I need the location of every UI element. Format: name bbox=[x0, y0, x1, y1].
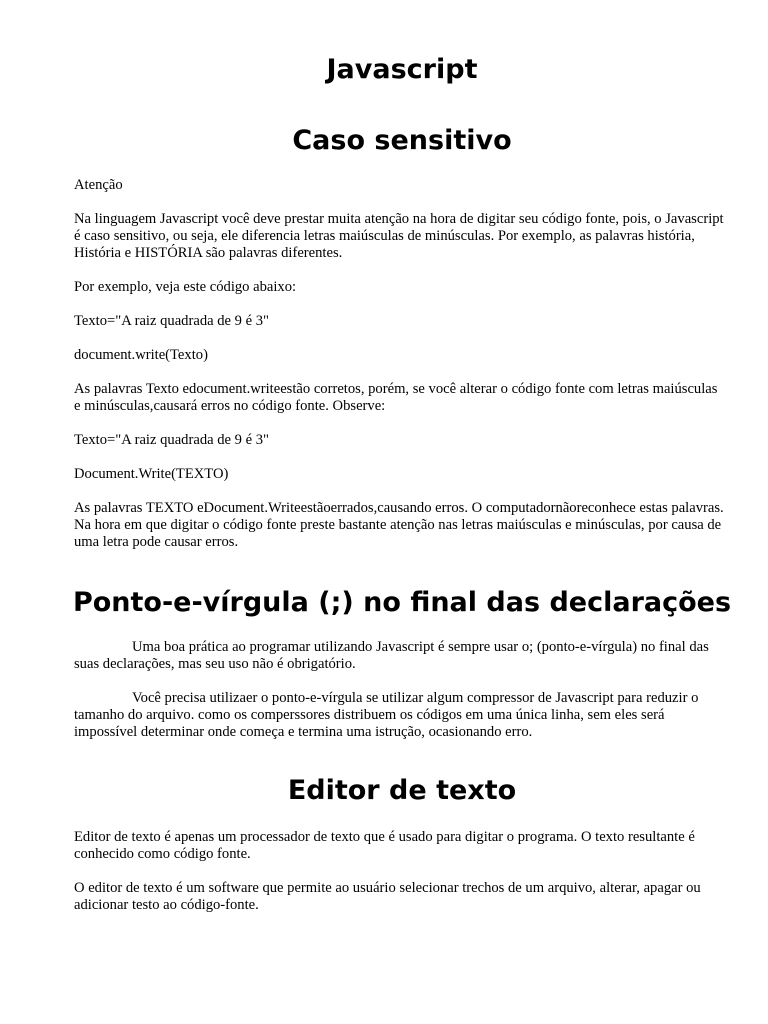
code-line: Texto="A raiz quadrada de 9 é 3" bbox=[74, 432, 269, 448]
code-line: document.write(Texto) bbox=[74, 347, 208, 363]
paragraph: Você precisa utilizaer o ponto-e-vírgula se utilizar algum compressor de Javascript para reduzir o tamanho do arquivo. como os comperssores distribuem os códigos em uma única linha, sem eles será impossível determinar onde começa e termina uma istrução, ocasionando erro. bbox=[74, 690, 699, 740]
paragraph: As palavras Texto edocument.writeestão corretos, porém, se você alterar o código fonte com letras maiúsculas e minúsculas,causará erros no código fonte. Observe: bbox=[74, 381, 718, 414]
code-line: Texto="A raiz quadrada de 9 é 3" bbox=[74, 313, 269, 329]
code-line: Document.Write(TEXTO) bbox=[74, 466, 229, 482]
paragraph: Uma boa prática ao programar utilizando Javascript é sempre usar o; (ponto-e-vírgula) no final das suas declarações, mas seu uso não é obrigatório. bbox=[74, 639, 709, 672]
section-heading-semicolon: Ponto-e-vírgula (;) no final das declarações bbox=[72, 587, 732, 618]
paragraph: As palavras TEXTO eDocument.Writeestãoerrados,causando erros. O computadornãoreconhece estas palavras. Na hora em que digitar o código fonte preste bastante atenção nas letras maiúsculas e minúsculas, por causa de uma letra pode causar erros. bbox=[74, 500, 724, 550]
section-heading-case-sensitive: Caso sensitivo bbox=[292, 125, 512, 156]
paragraph: Na linguagem Javascript você deve prestar muita atenção na hora de digitar seu código fonte, pois, o Javascript é caso sensitivo, ou seja, ele diferencia letras maiúsculas de minúsculas. Por exemplo, as palavras história, História e HISTÓRIA são palavras diferentes. bbox=[74, 211, 724, 261]
paragraph: Editor de texto é apenas um processador de texto que é usado para digitar o programa. O texto resultante é conhecido como código fonte. bbox=[74, 829, 695, 862]
paragraph: O editor de texto é um software que permite ao usuário selecionar trechos de um arquivo, alterar, apagar ou adicionar testo ao código-fonte. bbox=[74, 880, 701, 913]
paragraph: Atenção bbox=[74, 177, 123, 193]
document-title: Javascript bbox=[326, 54, 478, 85]
section-heading-text-editor: Editor de texto bbox=[287, 775, 517, 806]
paragraph: Por exemplo, veja este código abaixo: bbox=[74, 279, 297, 295]
